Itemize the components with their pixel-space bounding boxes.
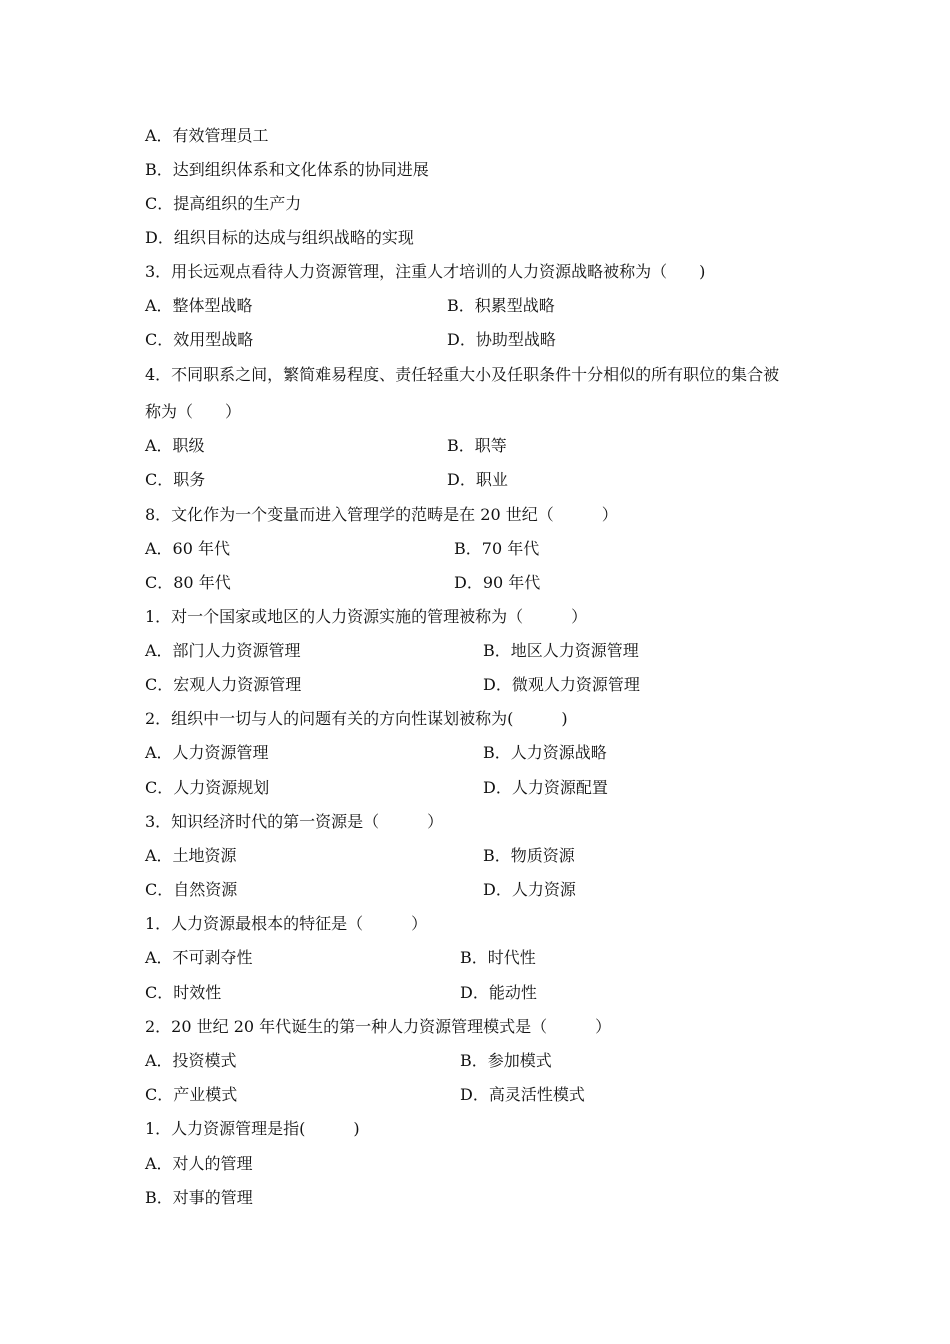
option-left: C．职务	[145, 470, 206, 489]
option-left: C．人力资源规划	[145, 778, 270, 797]
option-right: D．人力资源	[483, 880, 576, 899]
option-line: D．组织目标的达成与组织战略的实现	[145, 228, 414, 247]
option-left: A．职级	[145, 436, 205, 455]
option-right: B．参加模式	[460, 1051, 552, 1070]
option-left: C．时效性	[145, 983, 222, 1002]
option-left: A．投资模式	[145, 1051, 237, 1070]
option-right: B．积累型战略	[447, 296, 555, 315]
option-right: D．人力资源配置	[483, 778, 608, 797]
option-right: D．微观人力资源管理	[483, 675, 640, 694]
option-right: B．人力资源战略	[483, 743, 607, 762]
option-left: A．人力资源管理	[145, 743, 269, 762]
question-line: 2．组织中一切与人的问题有关的方向性谋划被称为( )	[145, 709, 568, 728]
option-left: A．60 年代	[145, 539, 231, 558]
option-left: A．不可剥夺性	[145, 948, 253, 967]
option-left: C．产业模式	[145, 1085, 238, 1104]
question-line: 3．用长远观点看待人力资源管理，注重人才培训的人力资源战略被称为（ )	[145, 262, 706, 281]
question-line: 3．知识经济时代的第一资源是（ ）	[145, 812, 444, 831]
option-left: A．整体型战略	[145, 296, 253, 315]
option-line: B．达到组织体系和文化体系的协同进展	[145, 160, 429, 179]
question-line: 8．文化作为一个变量而进入管理学的范畴是在 20 世纪（ ）	[145, 505, 618, 524]
question-line: 4．不同职系之间，繁简难易程度、责任轻重大小及任职条件十分相似的所有职位的集合被	[145, 365, 780, 384]
option-right: B．职等	[447, 436, 507, 455]
option-right: D．高灵活性模式	[460, 1085, 585, 1104]
option-line: B．对事的管理	[145, 1188, 253, 1207]
option-left: C．自然资源	[145, 880, 238, 899]
option-right: B．地区人力资源管理	[483, 641, 639, 660]
question-line: 2．20 世纪 20 年代诞生的第一种人力资源管理模式是（ ）	[145, 1017, 612, 1036]
question-line: 1．人力资源管理是指( )	[145, 1119, 360, 1138]
option-right: D．能动性	[460, 983, 537, 1002]
option-left: A．部门人力资源管理	[145, 641, 301, 660]
option-right: D．职业	[447, 470, 508, 489]
option-right: B．时代性	[460, 948, 536, 967]
option-left: A．土地资源	[145, 846, 237, 865]
option-left: C．宏观人力资源管理	[145, 675, 302, 694]
option-right: B．70 年代	[454, 539, 540, 558]
option-right: D．90 年代	[454, 573, 541, 592]
option-left: C．80 年代	[145, 573, 231, 592]
option-line: C．提高组织的生产力	[145, 194, 302, 213]
option-line: A．有效管理员工	[145, 126, 269, 145]
option-right: B．物质资源	[483, 846, 575, 865]
question-line: 1．人力资源最根本的特征是（ ）	[145, 914, 428, 933]
option-right: D．协助型战略	[447, 330, 556, 349]
option-left: C．效用型战略	[145, 330, 254, 349]
option-line: A．对人的管理	[145, 1154, 253, 1173]
question-line: 1．对一个国家或地区的人力资源实施的管理被称为（ ）	[145, 607, 588, 626]
question-line: 称为（ ）	[145, 402, 242, 421]
